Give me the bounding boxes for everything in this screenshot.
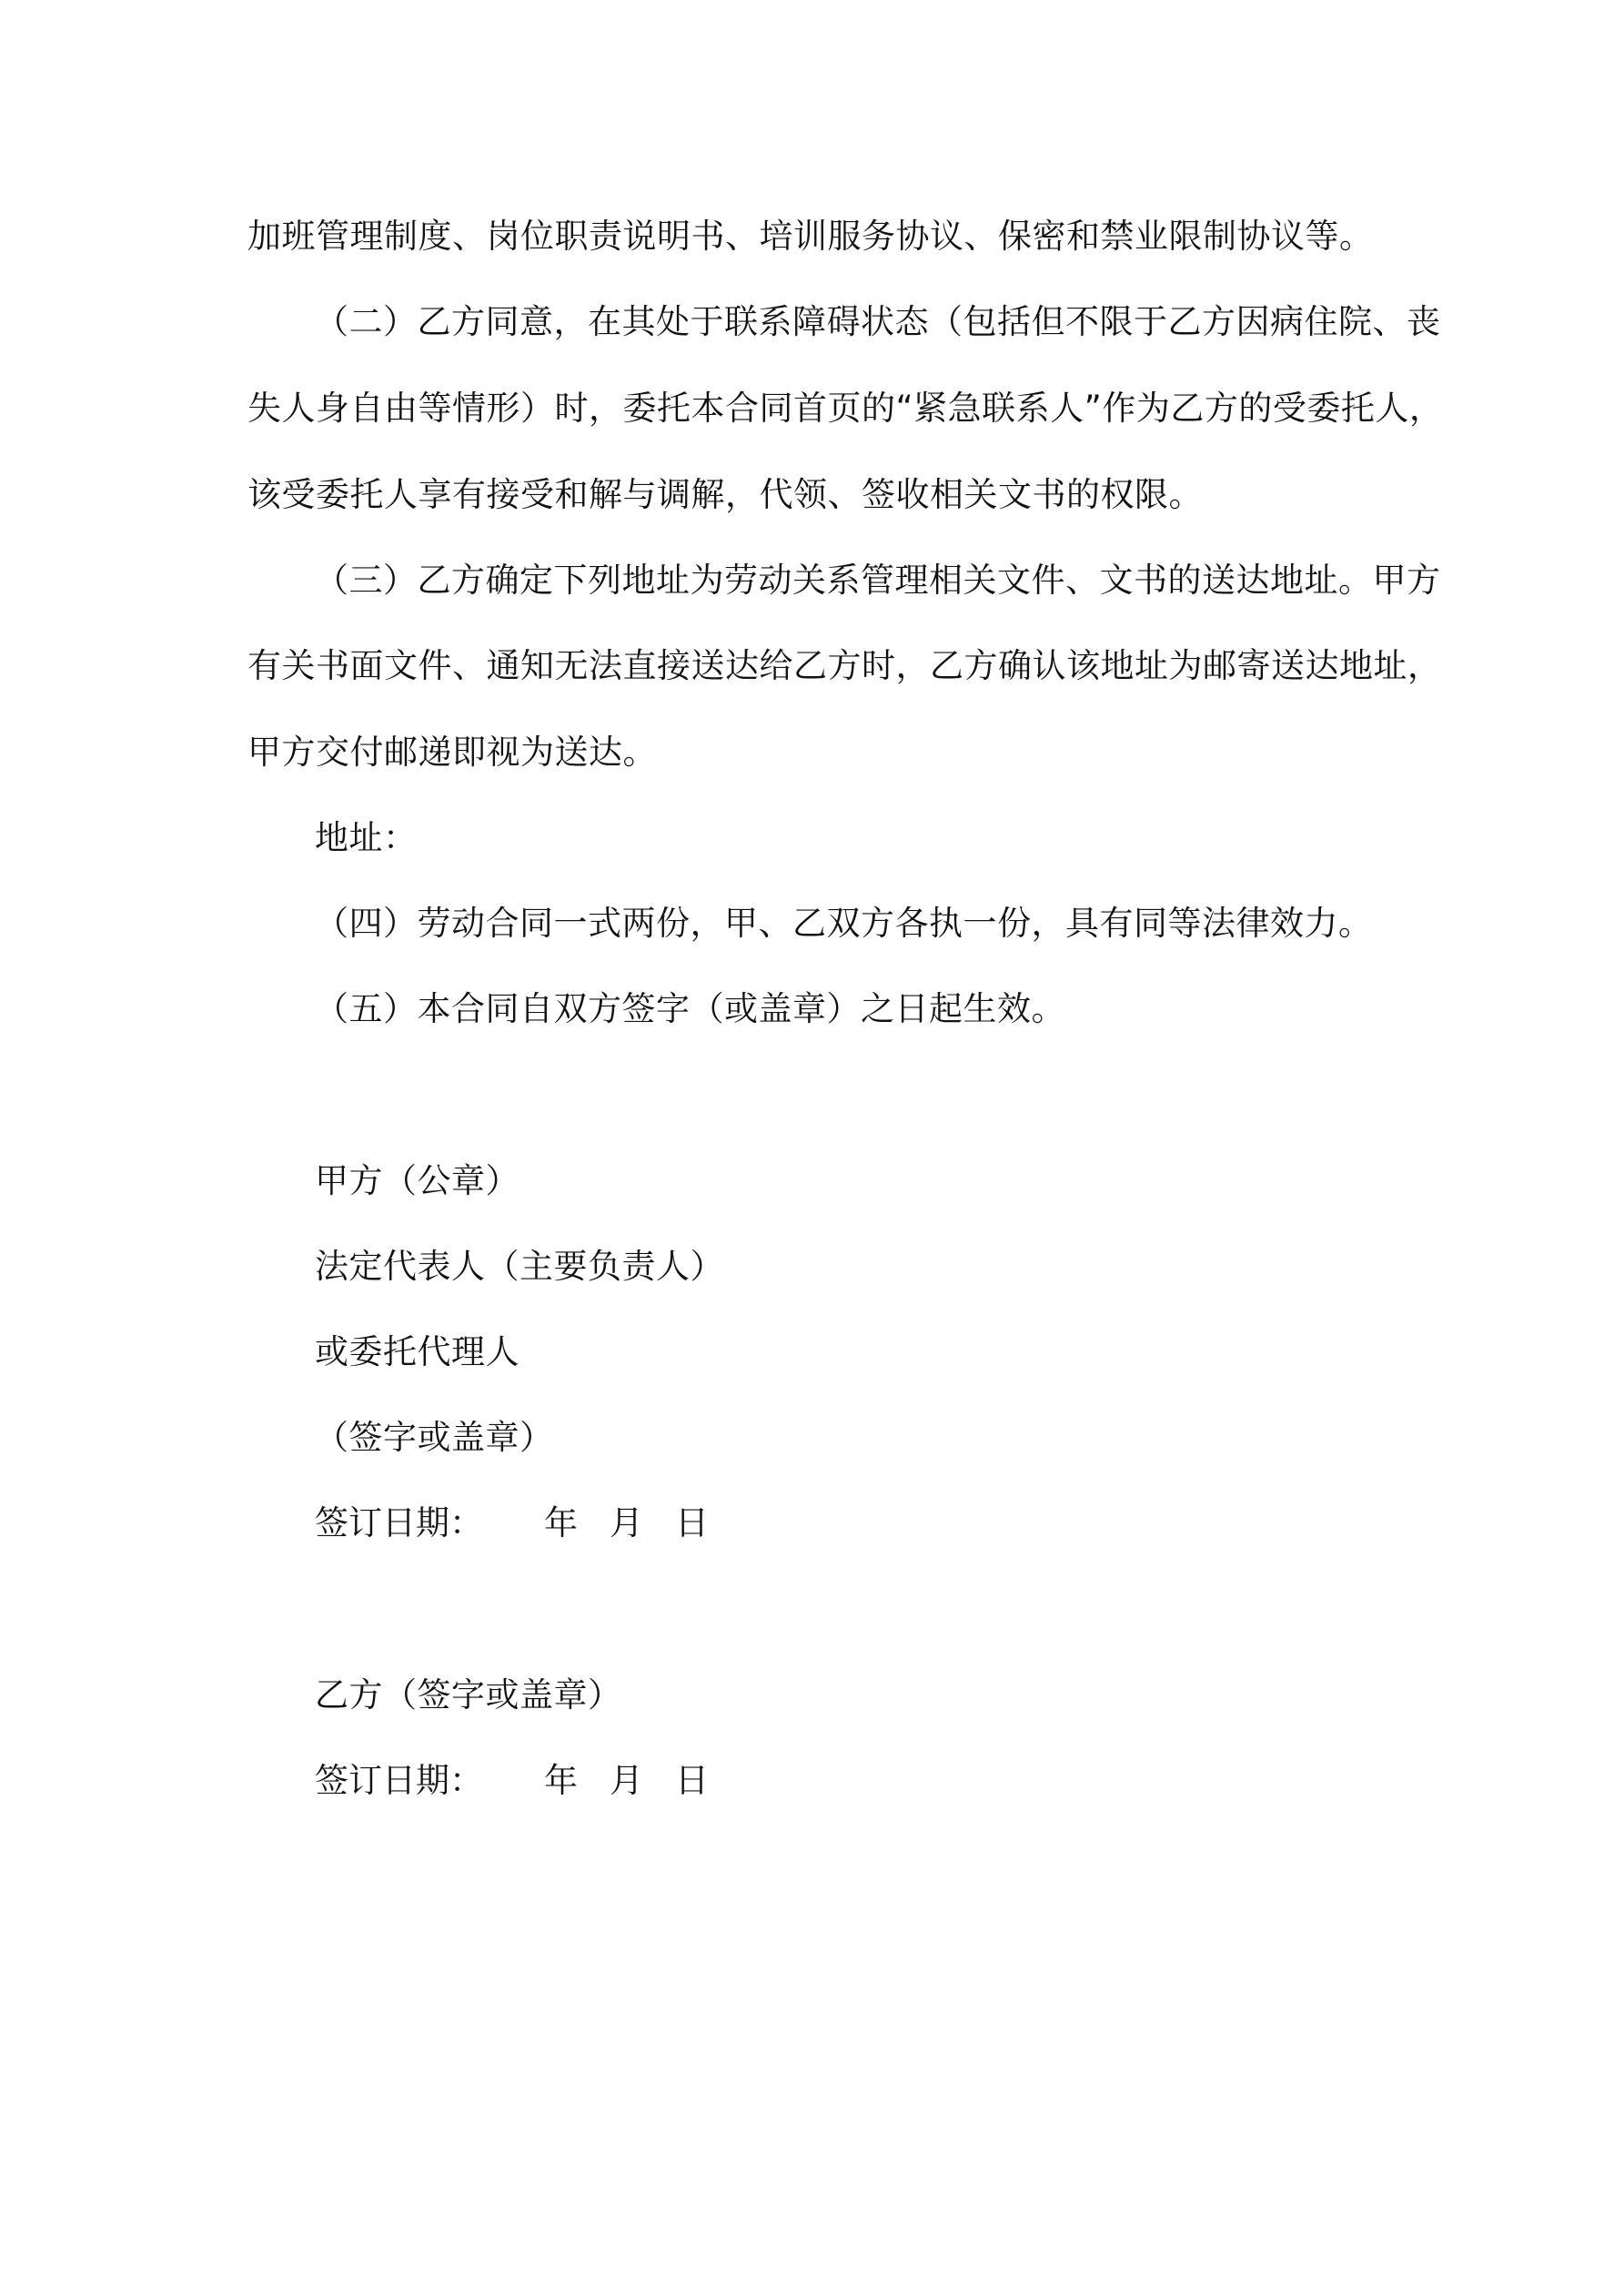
party-a-title: 甲方（公章） [315,1161,519,1200]
party-b-date-month: 月 [610,1761,643,1800]
clause-5: （五）本合同自双方签字（或盖章）之日起生效。 [315,989,1065,1028]
address-label: 地址： [315,818,418,857]
party-a-agent: 或委托代理人 [315,1332,519,1371]
clause-3-line-2: 有关书面文件、通知无法直接送达给乙方时，乙方确认该地址为邮寄送达地址， [247,646,1442,685]
party-a-date-month: 月 [610,1503,643,1542]
party-b-date-year: 年 [544,1761,578,1800]
party-a-date-year: 年 [544,1503,578,1542]
party-b-date-label: 签订日期： [315,1761,483,1800]
party-a-sign-note: （签字或盖章） [315,1418,554,1457]
party-b-title: 乙方（签字或盖章） [315,1675,622,1714]
paragraph-line-1: 加班管理制度、岗位职责说明书、培训服务协议、保密和禁业限制协议等。 [247,217,1374,256]
clause-3-line-1: （三）乙方确定下列地址为劳动关系管理相关文件、文书的送达地址。甲方 [315,561,1441,600]
clause-2-line-3: 该受委托人享有接受和解与调解，代领、签收相关文书的权限。 [247,475,1203,514]
party-a-date-label: 签订日期： [315,1503,483,1542]
party-a-date-day: 日 [675,1503,709,1542]
clause-2-line-2: 失人身自由等情形）时，委托本合同首页的“紧急联系人”作为乙方的受委托人， [247,389,1444,428]
clause-2-line-1: （二）乙方同意，在其处于联系障碍状态（包括但不限于乙方因病住院、丧 [315,302,1441,341]
party-a-representative: 法定代表人（主要负责人） [315,1247,724,1286]
clause-4: （四）劳动合同一式两份，甲、乙双方各执一份，具有同等法律效力。 [315,904,1373,943]
party-b-date-day: 日 [675,1761,709,1800]
clause-3-line-3: 甲方交付邮递即视为送达。 [247,733,657,772]
